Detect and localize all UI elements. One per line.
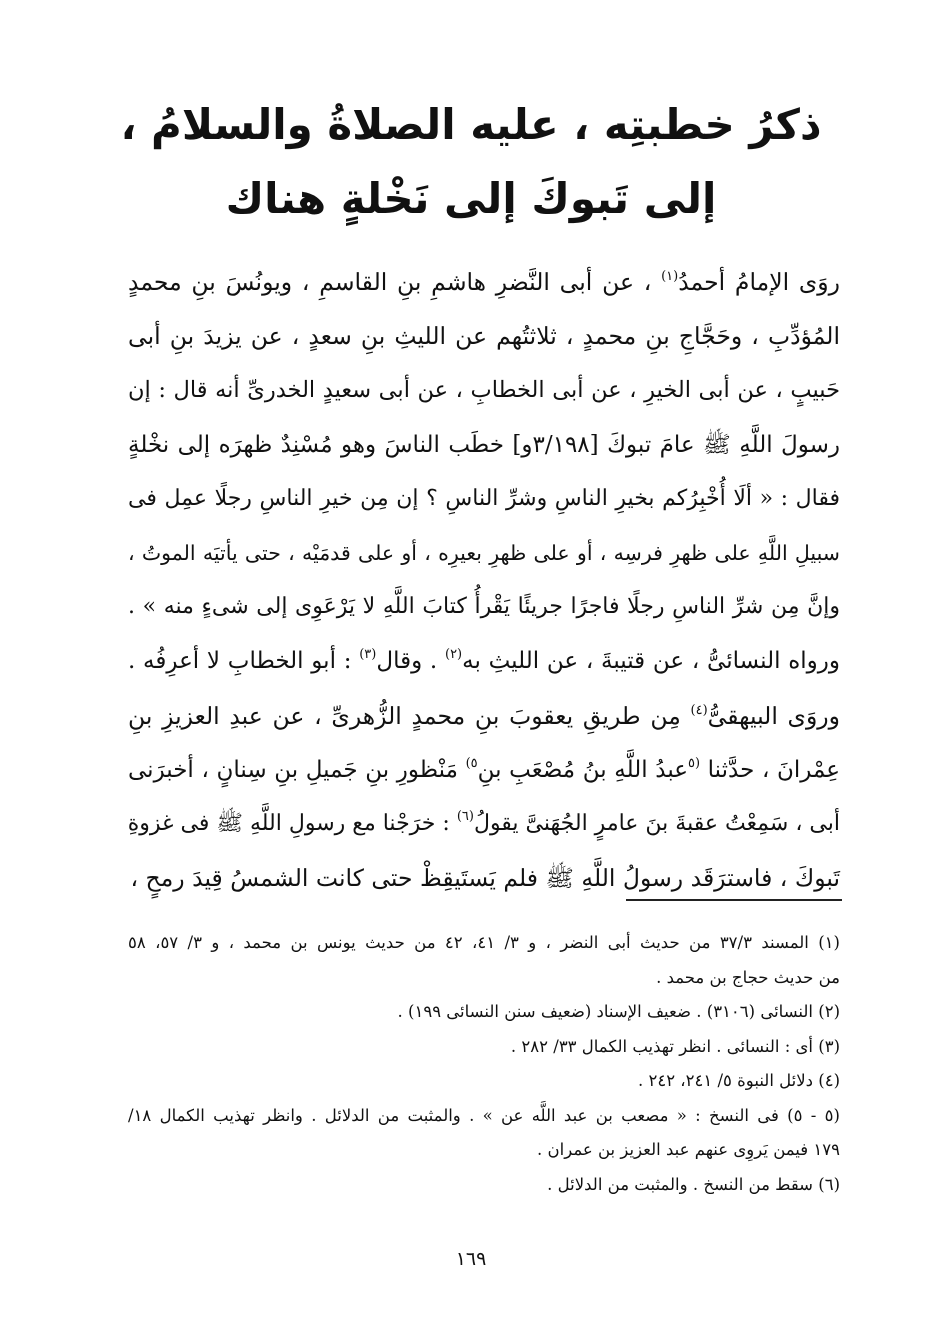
body-text-segment: حَبيبٍ ، عن أبى الخيرِ ، عن أبى الخطابِ ، عن أبى سعيدٍ الخدرىِّ أنه قال : إن	[128, 377, 840, 404]
body-line	[128, 797, 840, 851]
footnote-line: (٣) أى : النسائى . انظر تهذيب الكمال ٣٣/ ٢٨٢ .	[510, 1036, 840, 1056]
footnote-line: (٢) النسائى (٣١٠٦) . ضعيف الإسناد (ضعيف سنن النسائى ١٩٩) .	[397, 1002, 840, 1021]
footnote-marker: (٤)	[690, 702, 708, 718]
body-text-segment: أبى ، سَمِعْتُ عقبةَ بنَ عامرٍ الجُهَنىَّ يقولُ	[473, 810, 840, 836]
footnote-line: (١) المسند ٣٧/٣ من حديث أبى النضر ، و ٣/ ٤١، ٤٢ من حديث يونس بن محمد ، و ٣/ ٥٧، ٥٨	[128, 933, 840, 952]
footnote-marker: (٦)	[456, 808, 474, 824]
footnotes	[128, 926, 840, 1202]
body-text-segment: ، عن أبى النَّضرِ هاشمِ بنِ القاسمِ ، ويونُسَ بنِ محمدٍ	[128, 268, 662, 296]
footnote-marker: (١)	[661, 269, 679, 284]
body-text-segment: رسولَ اللَّهِ ﷺ عامَ تبوكَ [٣/١٩٨و] خطَب الناسَ وهو مُسْنِدٌ ظهرَه إلى نخْلةٍ	[128, 431, 840, 458]
body-line	[128, 363, 840, 417]
page-number: ١٦٩	[455, 1248, 487, 1270]
footnote-marker: (٥	[687, 755, 701, 771]
body-text-segment: مَنْظورِ بنِ جَميلِ بنِ سِنانٍ ، أخبرَنى	[128, 756, 466, 783]
body-line	[128, 689, 840, 743]
chapter-title-line-1: ذكرُ خطبتِه ، عليه الصلاةُ والسلامُ ،	[120, 100, 822, 149]
body-text-segment: : أبو الخطابِ لا أعرِفُه .	[128, 648, 360, 675]
body-text-segment: وإنَّ مِن شرِّ الناسِ رجلًا فاجرًا جريئًا يَقْرأُ كتابَ اللَّهِ لا يَرْعَوِى إلى شىءٍ منه » .	[128, 594, 840, 620]
body-line	[128, 526, 840, 580]
footnote-marker: ٥)	[465, 755, 478, 771]
body-line	[128, 851, 840, 905]
body-text-segment: سبيلِ اللَّهِ على ظهرِ فرسِه ، أو على ظهرِ بعيرِه ، أو على قدمَيْه ، حتى يأتيَه الموتُ ،	[128, 540, 840, 565]
chapter-title-line-2: إلى تَبوكَ إلى نَخْلةٍ هناك	[225, 174, 717, 223]
body-text-segment: : خرَجْنا مع رسولِ اللَّهِ ﷺ فى غزوةِ	[127, 810, 457, 836]
body-text-segment: عبدُ اللَّهِ بنُ مُصْعَبِ بنِ	[477, 756, 688, 783]
body-line	[128, 634, 840, 688]
body-text-segment: ورواه النسائىُّ ، عن قتيبةَ ، عن الليثِ به	[462, 648, 840, 675]
body-line	[128, 418, 840, 472]
body-line	[128, 255, 840, 309]
footnote-separator	[626, 899, 842, 901]
body-line	[128, 580, 840, 634]
body-text-segment: فقال : « ألَا أُخْبِرُكم بخيرِ الناسِ وشرِّ الناسِ ؟ إن مِن خيرِ الناسِ رجلًا عمِل فى	[128, 485, 840, 511]
body-text-segment: عِمْرانَ ، حدَّثنا	[700, 756, 840, 783]
body-line	[128, 309, 840, 363]
body-text-segment: وروَى البيهقىُّ	[707, 701, 841, 730]
footnote-marker: (٢)	[444, 647, 463, 663]
body-text-segment: تَبوكَ ، فاسترَقَد رسولُ اللَّهِ ﷺ فلم يَستَيقِظْ حتى كانت الشمسُ قِيدَ رمحٍ ،	[130, 864, 840, 893]
footnote-line: (٤) دلائل النبوة ٥/ ٢٤١، ٢٤٢ .	[637, 1071, 840, 1090]
body-line	[128, 472, 840, 526]
footnote-marker: (٣)	[359, 647, 377, 663]
body-line	[128, 743, 840, 797]
body-text-segment: المُؤدِّبِ ، وحَجَّاجِ بنِ محمدٍ ، ثلاثتُهم عن الليثِ بنِ سعدٍ ، عن يزيدَ بنِ أبى	[128, 322, 840, 351]
footnote-line: (٥ - ٥) فى النسخ : « مصعب بن عبد اللَّه عن » . والمثبت من الدلائل . وانظر تهذيب الكمال ١٨/	[128, 1105, 840, 1125]
footnote-line: ١٧٩ فيمن يَروِى عنهم عبد العزيز بن عمران .	[537, 1140, 840, 1159]
footnote-line: من حديث حجاج بن محمد .	[656, 967, 840, 987]
body-text-segment: مِن طريقِ يعقوبَ بنِ محمدٍ الزُّهرىِّ ، عن عبدِ العزيزِ بنِ	[128, 701, 691, 730]
body-text-segment: . وقال	[376, 648, 445, 675]
footnote-line: (٦) سقط من النسخ . والمثبت من الدلائل .	[547, 1174, 840, 1194]
main-body-text	[128, 255, 840, 905]
body-text-segment: روَى الإمامُ أحمدُ	[678, 268, 840, 296]
chapter-title	[100, 88, 842, 236]
